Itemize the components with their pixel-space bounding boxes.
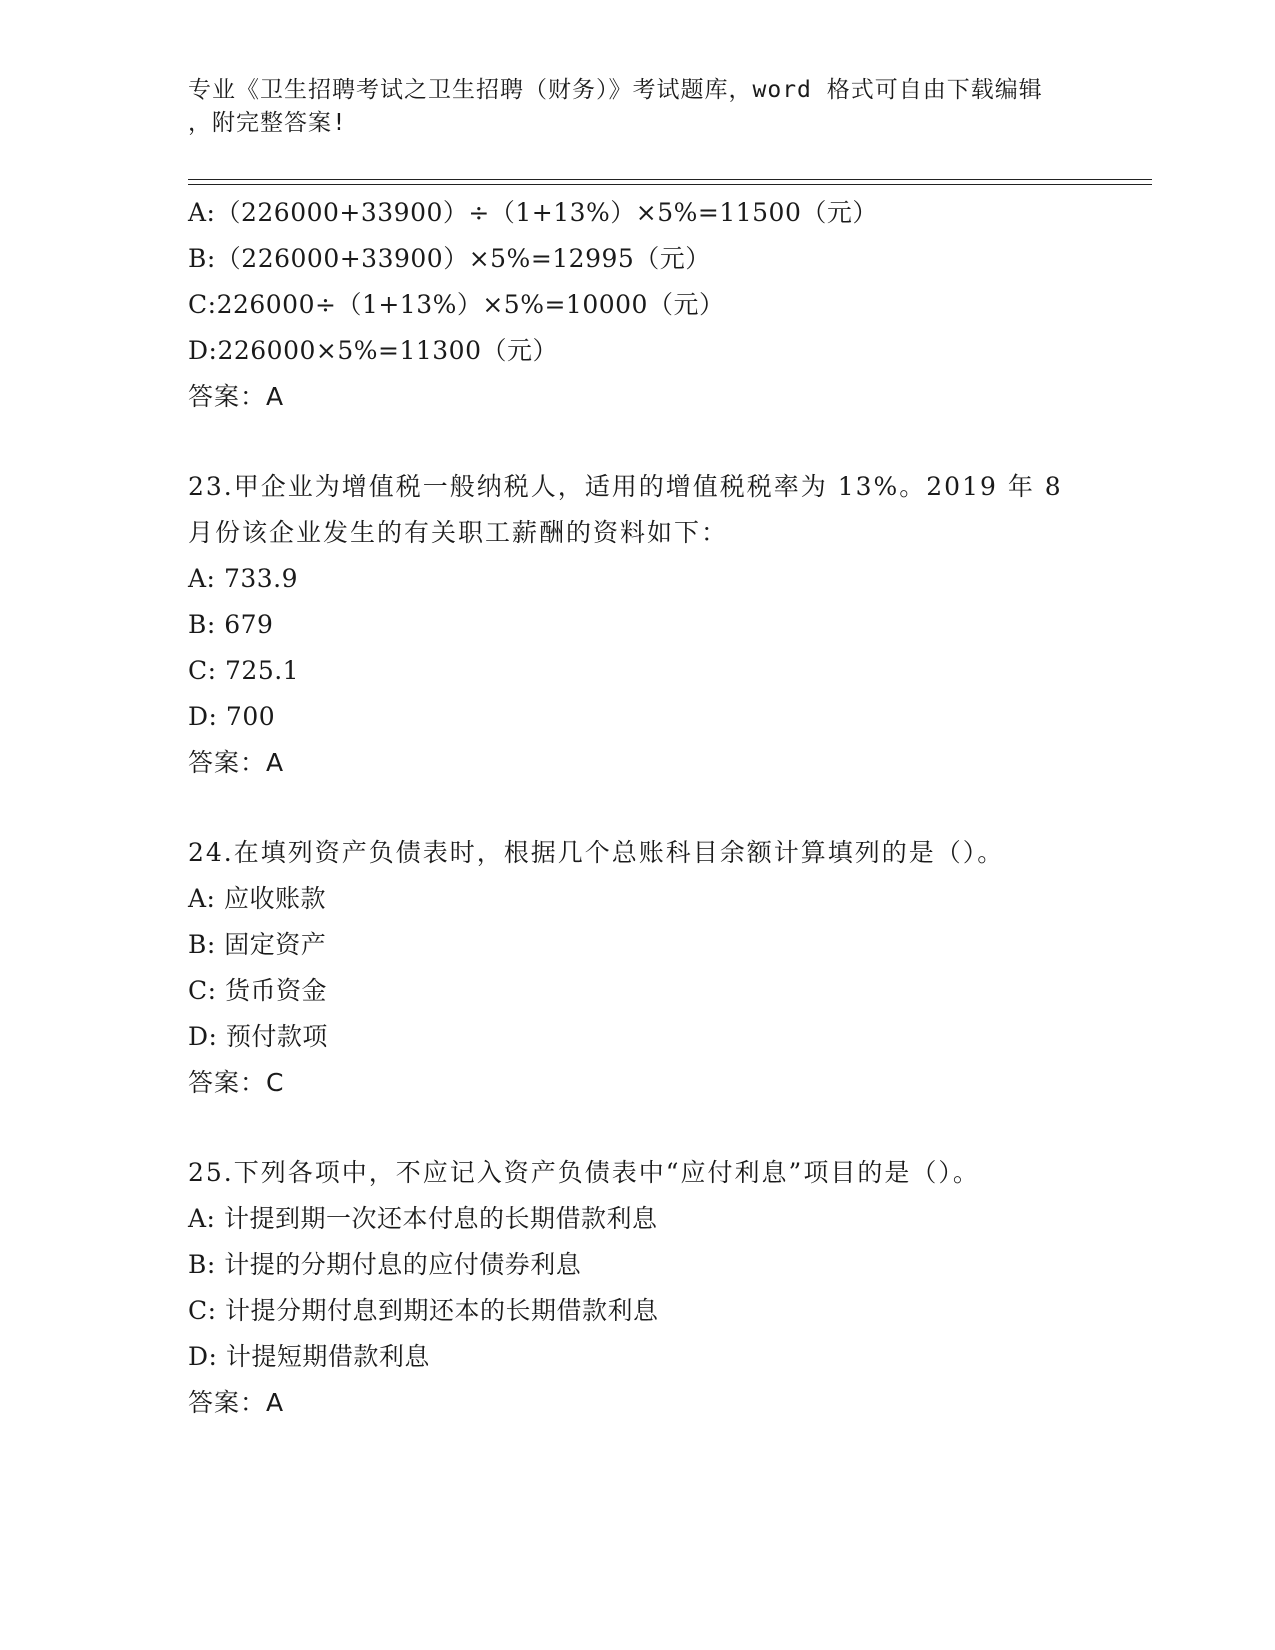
question-stem bbox=[188, 464, 1068, 556]
option-c bbox=[188, 968, 1088, 1014]
option-c bbox=[188, 648, 1088, 694]
option-label: A: bbox=[188, 1204, 216, 1233]
question-24 bbox=[188, 830, 1088, 1106]
answer-value: A bbox=[266, 748, 284, 777]
answer bbox=[188, 1060, 1088, 1106]
answer bbox=[188, 740, 1088, 786]
option-text: 计提分期付息到期还本的长期借款利息 bbox=[225, 1296, 659, 1325]
option-text: 固定资产 bbox=[224, 930, 327, 959]
option-a bbox=[188, 876, 1088, 922]
question-25 bbox=[188, 1150, 1088, 1426]
option-a bbox=[188, 190, 1088, 236]
option-label: C: bbox=[188, 656, 217, 685]
header-divider-top bbox=[188, 179, 1152, 180]
answer-label: 答案： bbox=[188, 382, 267, 411]
answer-label: 答案： bbox=[188, 1068, 267, 1097]
option-text: 226000÷（1+13%）×5%=10000（元） bbox=[216, 290, 725, 319]
option-b bbox=[188, 922, 1088, 968]
answer bbox=[188, 374, 1088, 420]
option-text: 725.1 bbox=[225, 656, 300, 685]
question-stem-line-2: 月份该企业发生的有关职工薪酬的资料如下： bbox=[188, 518, 729, 547]
option-label: C: bbox=[188, 976, 217, 1005]
document-header bbox=[188, 74, 1068, 140]
option-label: D: bbox=[188, 1342, 218, 1371]
answer bbox=[188, 1380, 1088, 1426]
option-label: C: bbox=[188, 1296, 217, 1325]
option-a bbox=[188, 556, 1088, 602]
option-label: D: bbox=[188, 1022, 218, 1051]
option-label: D: bbox=[188, 336, 218, 365]
option-text: 700 bbox=[225, 702, 276, 731]
option-text: （226000+33900）÷（1+13%）×5%=11500（元） bbox=[215, 198, 878, 227]
option-text: 733.9 bbox=[223, 564, 299, 593]
option-d bbox=[188, 694, 1088, 740]
question-23 bbox=[188, 464, 1088, 786]
question-stem: 24.在填列资产负债表时，根据几个总账科目余额计算填列的是（）。 bbox=[188, 838, 1005, 867]
question-stem: 25.下列各项中，不应记入资产负债表中“应付利息”项目的是（）。 bbox=[188, 1158, 980, 1187]
answer-label: 答案： bbox=[188, 1388, 267, 1417]
option-text: 计提到期一次还本付息的长期借款利息 bbox=[223, 1204, 658, 1233]
option-b bbox=[188, 236, 1088, 282]
option-text: 预付款项 bbox=[225, 1022, 328, 1051]
option-label: D: bbox=[188, 702, 218, 731]
option-b bbox=[188, 602, 1088, 648]
answer-value: C bbox=[266, 1068, 284, 1097]
answer-label: 答案： bbox=[188, 748, 267, 777]
option-text: 货币资金 bbox=[225, 976, 328, 1005]
option-label: A: bbox=[188, 884, 216, 913]
option-text: （226000+33900）×5%=12995（元） bbox=[215, 244, 711, 273]
option-label: A: bbox=[188, 564, 216, 593]
option-text: 计提的分期付息的应付债券利息 bbox=[224, 1250, 582, 1279]
option-c bbox=[188, 1288, 1088, 1334]
option-text: 226000×5%=11300（元） bbox=[217, 336, 558, 365]
option-label: B: bbox=[188, 1250, 216, 1279]
option-d bbox=[188, 1014, 1088, 1060]
option-label: A: bbox=[188, 198, 216, 227]
answer-value: A bbox=[266, 382, 284, 411]
option-d bbox=[188, 1334, 1088, 1380]
option-text: 应收账款 bbox=[223, 884, 326, 913]
option-label: B: bbox=[188, 930, 216, 959]
option-label: C: bbox=[188, 290, 217, 319]
option-text: 计提短期借款利息 bbox=[225, 1342, 430, 1371]
question-stem-line-1: 23.甲企业为增值税一般纳税人，适用的增值税税率为 13%。2019 年 8 bbox=[188, 472, 1063, 501]
question-list bbox=[188, 190, 1088, 1426]
option-b bbox=[188, 1242, 1088, 1288]
option-label: B: bbox=[188, 610, 216, 639]
question-22 bbox=[188, 190, 1088, 420]
header-line-1: 专业《卫生招聘考试之卫生招聘（财务）》考试题库，word 格式可自由下载编辑 bbox=[188, 77, 1043, 103]
header-divider-bottom bbox=[188, 184, 1152, 185]
option-c bbox=[188, 282, 1088, 328]
answer-value: A bbox=[266, 1388, 284, 1417]
option-a bbox=[188, 1196, 1088, 1242]
option-d bbox=[188, 328, 1088, 374]
header-line-2: ，附完整答案! bbox=[188, 110, 347, 136]
option-text: 679 bbox=[224, 610, 274, 639]
option-label: B: bbox=[188, 244, 216, 273]
